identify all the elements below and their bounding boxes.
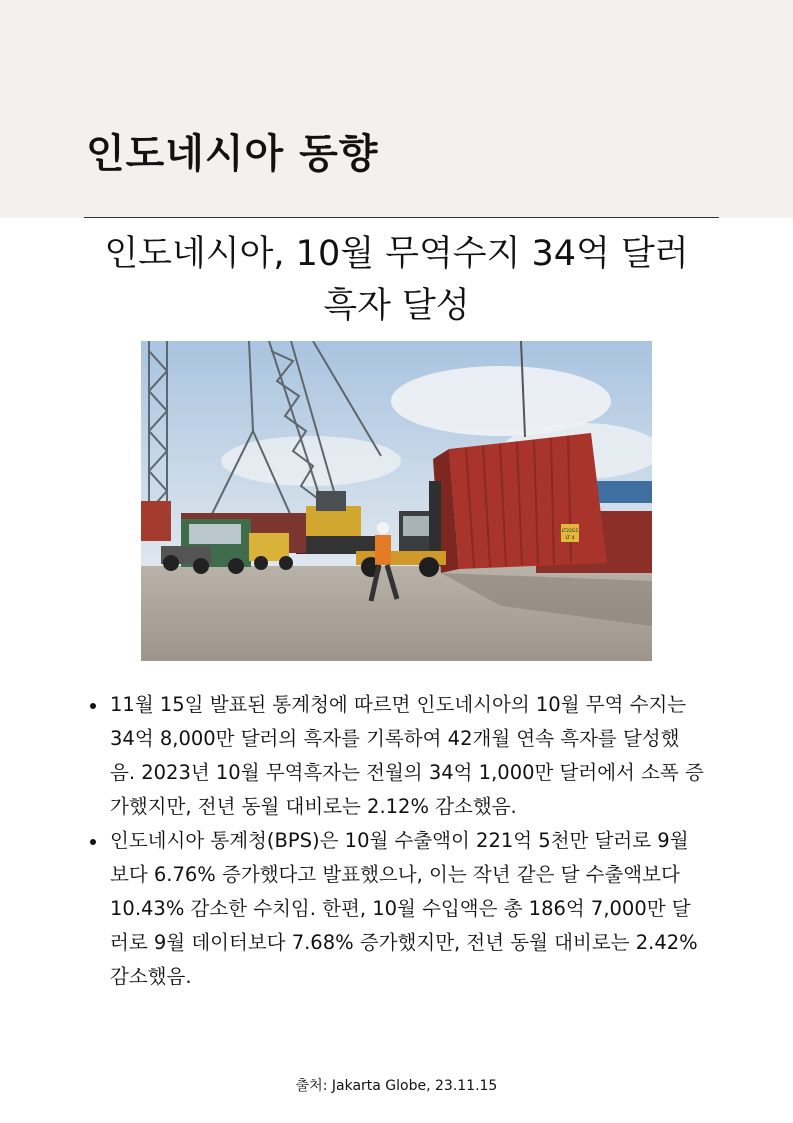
bullet-dot-icon <box>90 839 96 845</box>
bullet-text: 인도네시아 통계청(BPS)은 10월 수출액이 221억 5천만 달러로 9월보다 6.76% 증가했다고 발표했으나, 이는 작년 같은 달 수출액보다 10.43% 감소한 수치임. 한편, 10월 수입액은 총 186억 7,000만 달러로 9월 데이터보다 7.68% 증가했지만, 전년 동월 대비로는 2.42% 감소했음. <box>110 829 698 988</box>
container-label-1: LT22G1 <box>561 529 579 534</box>
source-citation: 출처: Jakarta Globe, 23.11.15 <box>295 1078 498 1094</box>
port-container-photo <box>141 341 652 661</box>
header-band <box>0 0 793 218</box>
article-headline <box>60 228 733 332</box>
container-label-2: LT 4 <box>565 536 575 541</box>
header-divider <box>84 217 719 218</box>
headline-line-1: 인도네시아, 10월 무역수지 34억 달러 <box>104 234 689 274</box>
bullet-item <box>84 688 704 824</box>
bullet-item <box>84 824 704 994</box>
photo-illustration <box>141 341 652 661</box>
headline-line-2: 흑자 달성 <box>323 286 470 326</box>
bullet-list <box>84 688 704 994</box>
section-title: 인도네시아 동향 <box>86 131 379 177</box>
bullet-text: 11월 15일 발표된 통계청에 따르면 인도네시아의 10월 무역 수지는 34억 8,000만 달러의 흑자를 기록하여 42개월 연속 흑자를 달성했음. 2023년 10월 무역흑자는 전월의 34억 1,000만 달러에서 소폭 증가했지만, 전년 동월 대비로는 2.12% 감소했음. <box>110 693 704 818</box>
bullet-dot-icon <box>90 703 96 709</box>
